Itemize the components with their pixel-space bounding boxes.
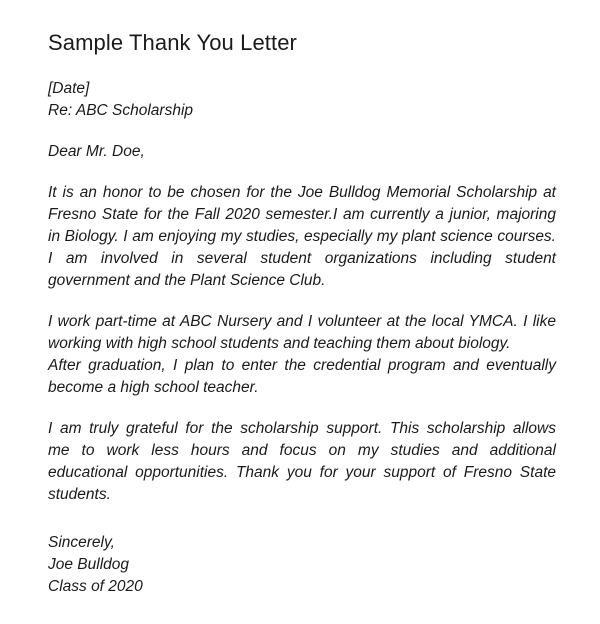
signer-affiliation: Class of 2020 [48, 578, 143, 595]
paragraph-line: government and the Plant Science Club. [48, 272, 326, 289]
body-paragraph-3 [48, 418, 556, 506]
date-line: [Date] [48, 80, 90, 97]
body-paragraph-2 [48, 311, 556, 399]
paragraph-line: Fresno State for the Fall 2020 semester.I am currently a junior, majoring [48, 206, 556, 223]
paragraph-line: become a high school teacher. [48, 379, 259, 396]
paragraph-line: I am truly grateful for the scholarship support. This scholarship allows [48, 420, 556, 437]
paragraph-line: I am involved in several student organizations including student [48, 250, 556, 267]
letter-header [48, 78, 556, 122]
paragraph-line: It is an honor to be chosen for the Joe Bulldog Memorial Scholarship at [48, 184, 556, 201]
salutation [48, 141, 556, 163]
signer-name: Joe Bulldog [48, 556, 130, 573]
paragraph-line: in Biology. I am enjoying my studies, especially my plant science courses. [48, 228, 556, 245]
valediction: Sincerely, [48, 534, 115, 551]
subject-line: Re: ABC Scholarship [48, 102, 194, 119]
paragraph-line: working with high school students and teaching them about biology. [48, 335, 511, 352]
letter-closing [48, 532, 556, 598]
paragraph-line: me to work less hours and focus on my studies and additional [48, 442, 556, 459]
salutation-text: Dear Mr. Doe, [48, 143, 145, 160]
paragraph-line: I work part-time at ABC Nursery and I volunteer at the local YMCA. I like [48, 313, 556, 330]
paragraph-line: After graduation, I plan to enter the credential program and eventually [48, 357, 556, 374]
body-paragraph-1 [48, 182, 556, 292]
paragraph-line: educational opportunities. Thank you for your support of Fresno State [48, 464, 556, 481]
page-title: Sample Thank You Letter [48, 30, 297, 55]
paragraph-line: students. [48, 486, 111, 503]
